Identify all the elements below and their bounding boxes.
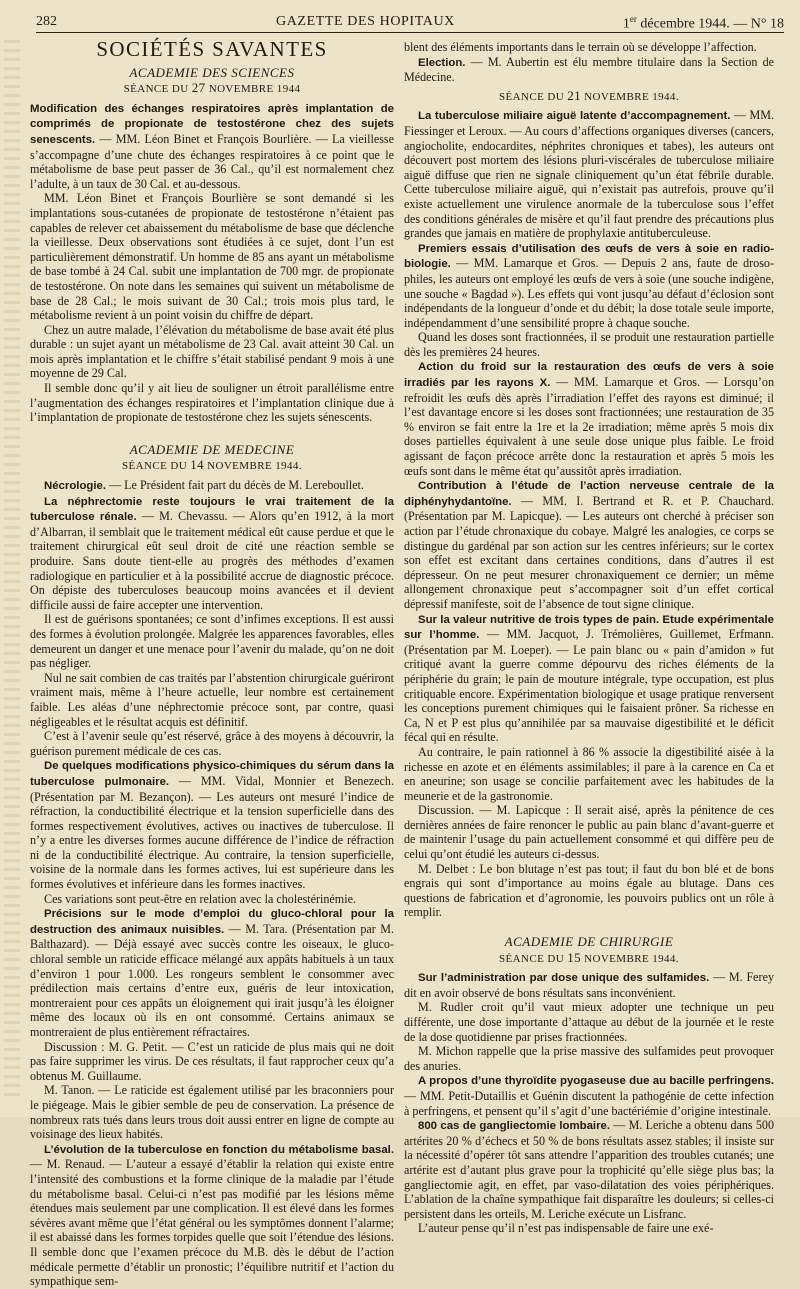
section-banner: SOCIÉTÉS SAVANTES — [96, 37, 328, 61]
issue-date: 1er décembre 1944. — N° 18 — [622, 14, 784, 32]
academy-title: ACADEMIE DE MEDECINE — [129, 441, 295, 457]
article-paragraph: Il est de guérisons spontanées; ce sont d’infimes exceptions. Il est aussi des formes à évolution prolongée. Malgrée les apparences favorables, elles demeurent un danger et une menace pour l’avenir du malade, qu’on ne doit pas négliger. — [30, 612, 394, 671]
article-heading: A propos d’une thyroïdite pyogaseuse due au bacille perfringens. — [418, 1075, 774, 1088]
article-paragraph: La tuberculose miliaire aiguë latente d’accompagnement. — MM. Fiessinger et Leroux. — Au cours d’affections organiques diverses (cancers, angiocholite, endocardites, néphrites chroniques et tabes), les auteurs ont découvert post mortem des lésions pluri-viscérales de tuberculose miliaire aiguë diffuse que rien ne signale cliniquement qu’un état fébrile durable. Cette tuberculose miliaire aiguë, qui n’existait pas autrefois, prouve qu’il existe actuellement une virulence anormale de la tuberculose sous l’effet des conditions générales de misère et qu’il faut prendre des précautions plus grandes que jamais en matière de prophylaxie antituberculeuse. — [404, 108, 774, 241]
article-paragraph: Discussion : M. G. Petit. — C’est un raticide de plus mais qui ne doit pas faire supprimer les virus. De ces résultats, il faut rapprocher ceux qu’a obtenus M. Guillaume. — [30, 1039, 394, 1083]
article-paragraph: Chez un autre malade, l’élévation du métabolisme de base avait été plus durable : un sujet ayant un métabolisme de 23 Cal. avait atteint 30 Cal. un mois après implantation et le chiffre s’était stabilisé pendant 9 mois à une moyenne de 29 Cal. — [30, 322, 394, 381]
article-paragraph: Modification des échanges respiratoires après implantation de comprimés de propionate de testostérone chez des sujets senescents. — MM. Léon Binet et François Bourlière. — La vieillesse s’accompagne d’une chute des échanges respiratoires à ce point que le métabolisme de base peut passer de 36 Cal., qu’il est normalement chez l’adulte, à un taux de 30 Cal. et au-dessous. — [30, 102, 394, 191]
article-heading: Sur la valeur nutritive de trois types de pain. Etude expérimentale sur l’homme. — [404, 613, 774, 642]
article-heading: La tuberculose miliaire aiguë latente d’accompagnement. — [418, 110, 731, 123]
article-paragraph: Nécrologie. — Le Président fait part du décès de M. Lereboullet. — [44, 478, 364, 493]
binding-edge — [4, 40, 20, 1100]
article-paragraph: A propos d’une thyroïdite pyogaseuse due au bacille perfringens. — MM. Petit-Dutaillis et Guénin discutent la pathogénie de cette infection à perfringens, et pensent qu’il s’agit d’une bactériémie d’origine intestinale. — [404, 1075, 774, 1118]
article-heading: Sur l’administration par dose unique des sulfamides. — [418, 972, 710, 985]
article-paragraph: La néphrectomie reste toujours le vrai traitement de la tuberculose rénale. — M. Chevassu. — Alors qu’en 1912, à la mort d’Albarran, il semblait que le traitement médical eût cause perdue et que le traitement chirurgical eût seul droit de cité une réaction semble se produire. Sans doute tient-elle au progrès des méthodes d’examen radiologique en particulier et à la possibilité accrue de diagnostic précoce. On dépiste des tuberculoses beaucoup moins avancées et il devient difficile aussi de faire accepter une intervention. — [30, 495, 394, 612]
article-heading: Premiers essais d’utilisation des œufs de vers à soie en radio-biologie. — [404, 242, 774, 271]
article-paragraph: M. Tanon. — Le raticide est également utilisé par les braconniers pour le piégeage. Mais le gibier semble de peu de conservation. La présence de nombreux rats tués dans leurs trous doit aussi entrer en ligne de compte au voisinage des lieux habités. — [30, 1083, 394, 1142]
article-paragraph: Sur la valeur nutritive de trois types de pain. Etude expérimentale sur l’homme. — MM. Jacquot, J. Trémolières, Guillemet, Erfmann. (Présentation par M. Loeper). — Le pain blanc ou « pain d’amidon » fut critiqué avant la guerre comme dépourvu des riches éléments de la périphérie du grain; le pain de mouture intégrale, type occupation, est plus critiquable encore. Expérimentation biologique et usage pratique renversent les conceptions purement chimiques qui le faisaient prôner. Sa richesse en Ca, N et P est plus qu’annihilée par sa mauvaise digestibilité et le déficit fécal qui en résulte. — [404, 613, 774, 745]
article-paragraph: Précisions sur le mode d’emploi du gluco-chloral pour la destruction des animaux nuisibles. — M. Tara. (Présentation par M. Balthazard). — Déjà essayé avec succès contre les oiseaux, le gluco-chloral semble un raticide efficace mélangé aux appâts habituels à un taux d’environ 1 pour 1.000. Les rongeurs semblent le consommer avec prédilection mais certains d’entre eux, guéris de leur intoxication, montreraient pour ces appâts un éloignement qui irait jusqu’à les éloigner même des locaux où ils en ont consommé. Certains animaux se montreraient de plus entièrement réfractaires. — [30, 908, 394, 1039]
article-paragraph: Election. — M. Aubertin est élu membre titulaire dans la Section de Médecine. — [404, 54, 774, 85]
article-paragraph: L’évolution de la tuberculose en fonction du métabolisme basal. — M. Renaud. — L’auteur a essayé d’établir la relation qui existe entre l’intensité des combustions et la forme clinique de la maladie par l’étude du métabolisme basal. Celui-ci n’est pas modifié par les lésions même étendues mais seulement par une complication. Il est élevé dans les formes sévères avant même que l’état général ou les symptômes donnent l’alarme; il est abaissé dans les formes torpides quelle que soit l’étendue des lésions. Il semble donc que l’examen précoce du M.B. dès le début de l’action médicale permette d’établir un pronostic; l’équilibre nutritif et l’action du sympathique sem- — [30, 1143, 394, 1289]
article-heading: Nécrologie. — [44, 480, 107, 493]
article-paragraph: Action du froid sur la restauration des œufs de vers à soie irradiés par les rayons X. — MM. Lamarque et Gros. — Lorsqu’on refroidit les œufs dès après l’irradiation l’effet des rayons est diminué; il l’est davantage encore si les doses sont fractionnées; une restauration de 35 % environ se fait entre la 1re et la 2e irradiation; même après 5 mois dix doses partielles équivalent à une seule dose unique plus faible. Le froid agissant de façon précoce arrête donc la restauration et après 5 mois les œufs sont dans le même état qu’aussitôt après irradiation. — [404, 361, 774, 478]
article-heading: Modification des échanges respiratoires après implantation de comprimés de propionate de testostérone chez des sujets senescents. — [30, 102, 394, 146]
article-heading: La néphrectomie reste toujours le vrai traitement de la tuberculose rénale. — [30, 495, 394, 524]
article-paragraph: Discussion. — M. Lapicque : Il serait aisé, après la pénitence de ces dernières années de faire renoncer le public au pain blanc d’avant-guerre et de maintenir l’usage du pain actuellement consommé et qui diffère peu de celui qu’ont étudié les auteurs ci-dessus. — [404, 803, 774, 862]
page-header — [36, 11, 784, 33]
article-paragraph: C’est à l’avenir seule qu’est réservé, grâce à des moyens à découvrir, la guérison purement médicale de ces cas. — [30, 729, 394, 758]
academy-title: ACADEMIE DE CHIRURGIE — [504, 934, 674, 950]
article-heading: De quelques modifications physico-chimiques du sérum dans la tuberculose pulmonaire. — [30, 760, 394, 788]
article-paragraph: M. Rudler croit qu’il vaut mieux adopter une technique un peu différente, une dose importante d’attaque au début de la journée et le reste de la dose quotidienne par prises fractionnées. — [404, 1000, 774, 1044]
article-heading: L’évolution de la tuberculose en fonction du métabolisme basal. — [44, 1143, 394, 1156]
article-paragraph: Premiers essais d’utilisation des œufs de vers à soie en radio-biologie. — MM. Lamarque et Gros. — Depuis 2 ans, faute de droso-philes, les auteurs ont employé les œufs de vers à soie (une souche indigène, une souche « Bagdad »). Les effets qui vont jusqu’au défaut d’éclosion sont indépendants de la longueur d’onde et du débit; la dose totale seule importe, indépendamment d’une sensibilité propre à chaque souche. — [404, 242, 774, 330]
seance-line: SÉANCE DU 15 NOVEMBRE 1944. — [499, 949, 679, 965]
article-paragraph: De quelques modifications physico-chimiques du sérum dans la tuberculose pulmonaire. — MM. Vidal, Monnier et Benezech. (Présentation par M. Bezançon). — Les auteurs ont mesuré l’indice de réfraction, la conductibilité électrique et la tension superficielle dans des formes respectivement évolutives, actives ou inactives de tuberculose. Il n’y a entre les diverses formes aucune différence de l’indice de réfraction ni de la conductibilité électrique. Au contraire, la tension superficielle, voisine de la normale dans les formes actives, lui est supérieure dans les formes évolutives et inférieure dans les formes inactives. — [30, 760, 394, 892]
article-paragraph: Ces variations sont peut-être en relation avec la cholestérinémie. — [44, 891, 356, 906]
article-heading: Contribution à l’étude de l’action nerveuse centrale de la diphényhydantoïne. — [404, 480, 774, 508]
right-column — [404, 40, 774, 1236]
page-number: 282 — [36, 14, 57, 29]
article-paragraph: M. Delbet : Le bon blutage n’est pas tout; il faut du bon blé et de bons engrais qui sont d’importance au moins égale au blutage. Dans ces questions de fabrication et d’agronomie, les pouvoirs publics ont un rôle à remplir. — [404, 861, 774, 920]
article-paragraph: Au contraire, le pain rationnel à 86 % associe la digestibilité aisée à la richesse en azote et en éléments assimilables; il pare à la carence en Ca et en aneurine; son usage se concilie parfaitement avec les habitudes de la meunerie et de la gastronomie. — [404, 744, 774, 803]
article-paragraph: M. Michon rappelle que la prise massive des sulfamides peut provoquer des anuries. — [404, 1044, 774, 1073]
article-paragraph: L’auteur pense qu’il n’est pas indispensable de faire une exé- — [418, 1221, 714, 1236]
article-heading: Précisions sur le mode d’emploi du gluco-chloral pour la destruction des animaux nuisibles. — [30, 908, 394, 936]
left-column — [30, 37, 394, 1289]
article-paragraph: Il semble donc qu’il y ait lieu de souligner un étroit parallélisme entre l’augmentation des échanges respiratoires et l’implantation clinique due à l’implantation de propionate de testostérone chez les sujets sénescents. — [30, 381, 394, 425]
article-paragraph: 800 cas de gangliectomie lombaire. — M. Leriche a obtenu dans 500 artérites 20 % d’échecs et 50 % de bons résultats assez stables; il insiste sur la nécessité d’opérer tôt sans attendre l’apparition des troubles cutanés; une artérite est d’autant plus grave pour la trophicité qu’elle siège plus bas; la gangliectomie agit, en effet, par vaso-dilatation des voies périphériques. L’ablation de la chaîne sympathique fait disparaître les douleurs; si celles-ci persistent dans les orteils, M. Leriche exécute un Lisfranc. — [404, 1118, 774, 1221]
article-heading: Action du froid sur la restauration des œufs de vers à soie irradiés par les rayons X. — [404, 361, 774, 390]
seance-line: SÉANCE DU 21 NOVEMBRE 1944. — [499, 87, 679, 103]
academy-title: ACADEMIE DES SCIENCES — [129, 64, 295, 80]
article-heading: 800 cas de gangliectomie lombaire. — [418, 1120, 611, 1133]
article-paragraph: blent des éléments importants dans le terrain où se développe l’affection. — [404, 40, 757, 54]
article-paragraph: Contribution à l’étude de l’action nerveuse centrale de la diphényhydantoïne. — MM. I. Bertrand et R. et P. Chauchard. (Présentation par M. Lapicque). — Les auteurs ont cherché à préciser son action par l’étude chronaxique du cobaye. Malgré les analogies, ce corps se distingue du gardénal par son action sur les centres inférieurs; sur le cortex son effet est excitant dans certaines conditions, dans d’autres il est dépresseur. On ne peut mesurer chronaxiquement ce dernier; un même allongement chronaxique peut s’accompagner soit d’un effet cortical dépressif manifeste, soit de l’absence de tout signe clinique. — [404, 480, 774, 611]
journal-title: GAZETTE DES HOPITAUX — [276, 14, 455, 29]
seance-line: SÉANCE DU 27 NOVEMBRE 1944 — [123, 80, 301, 96]
article-paragraph: Quand les doses sont fractionnées, il se produit une restauration partielle dès les premières 24 heures. — [404, 330, 774, 359]
article-heading: Election. — [418, 56, 466, 69]
article-paragraph: Nul ne sait combien de cas traités par l’abstention chirurgicale guériront vraiment mais, même à l’heure actuelle, leur nombre est certainement faible. Les aléas d’une néphrectomie précoce sont, par contre, quasi négligeables et le résultat acquis est définitif. — [30, 670, 394, 729]
seance-line: SÉANCE DU 14 NOVEMBRE 1944. — [122, 457, 302, 473]
article-paragraph: MM. Léon Binet et François Bourlière se sont demandé si les implantations sous-cutanées de propionate de testostérone n’étaient pas capables de relever cet abaissement du métabolisme de base que déclenche la vieillesse. Deux observations sont étudiées à ce sujet, dont l’un est particulièrement démonstratif. Un homme de 85 ans ayant un métabolisme de base tombé à 24 Cal. subit une implantation de 700 mgr. de propionate de testostérone. On note dans les semaines qui suivent un métabolisme de base de 28 Cal.; le mois suivant de 30 Cal.; trois mois plus tard, le métabolisme revient à un point voisin du chiffre de départ. — [30, 191, 394, 323]
article-paragraph: Sur l’administration par dose unique des sulfamides. — M. Ferey dit en avoir observé de bons résultats sans inconvénient. — [404, 970, 774, 1000]
